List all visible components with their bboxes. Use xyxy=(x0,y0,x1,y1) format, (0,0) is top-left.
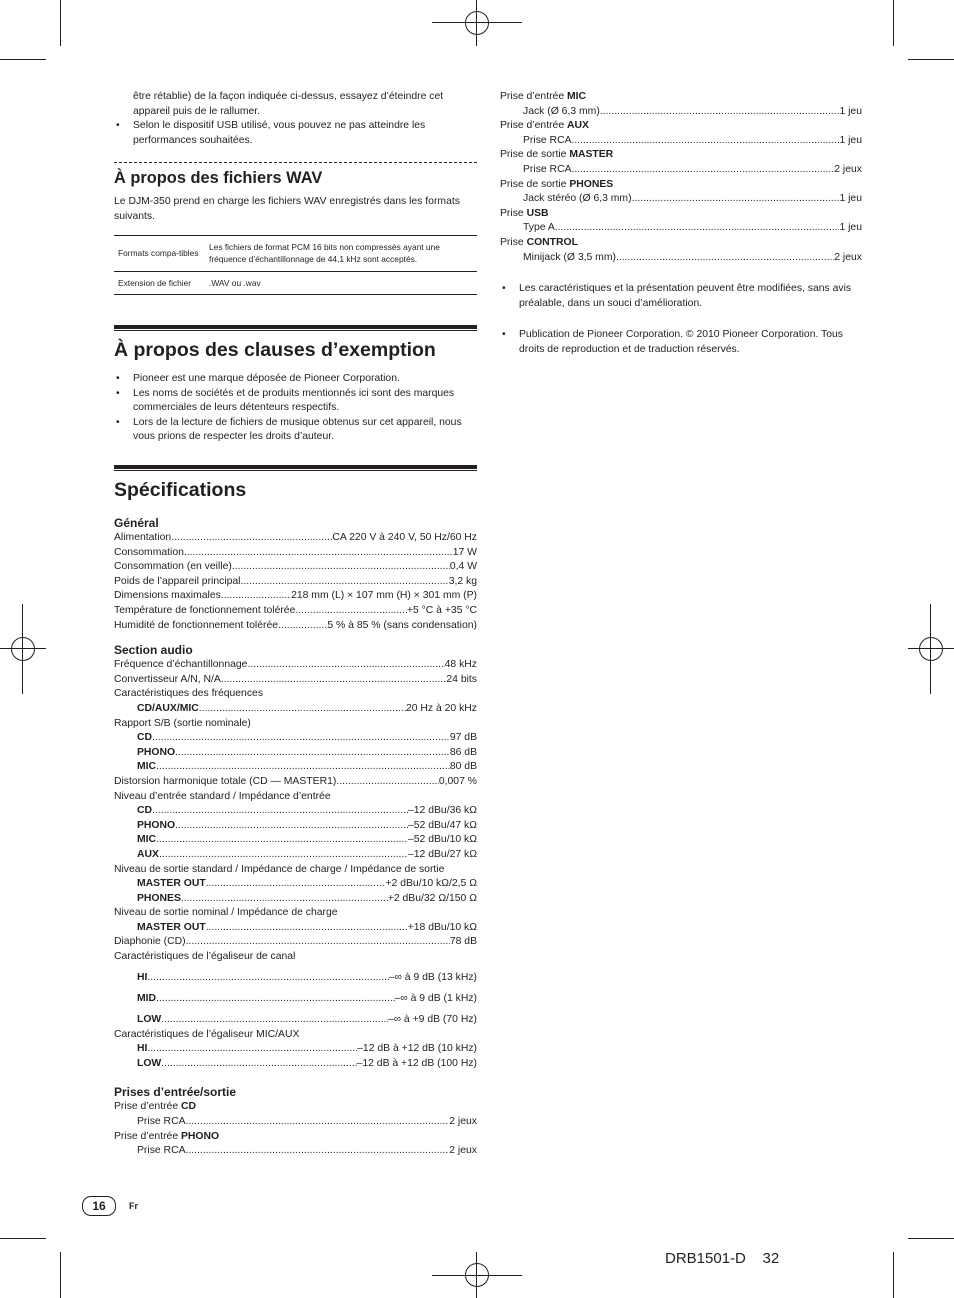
dashed-separator xyxy=(114,162,477,163)
spec-label: Prise d’entrée CD xyxy=(114,1101,197,1113)
spec-row: CD ..... 97 dB xyxy=(114,731,477,746)
spec-row: Prise RCA ..... 1 jeu xyxy=(500,134,862,149)
spec-label: Prise de sortie PHONES xyxy=(500,178,614,190)
bullet-item: • Selon le dispositif USB utilisé, vous pouvez ne pas atteindre les performances souhaitées. xyxy=(114,119,477,148)
spec-row: Jack (Ø 6,3 mm) ..... 1 jeu xyxy=(500,105,862,120)
specs-heading: Spécifications xyxy=(114,479,247,502)
spec-row: PHONES ..... +2 dBu/32 Ω/150 Ω xyxy=(114,892,477,907)
table-cell: Extension de fichier xyxy=(114,271,205,295)
crop-mark xyxy=(893,1252,894,1298)
spec-row: Température de fonctionnement tolérée ..... +5 °C à +35 °C xyxy=(114,604,477,619)
spec-row: Consommation ..... 17 W xyxy=(114,546,477,561)
crop-mark xyxy=(60,0,61,46)
spec-row: Consommation (en veille) ..... 0,4 W xyxy=(114,560,477,575)
spec-row: Dimensions maximales ..... 218 mm (L) × 107 mm (H) × 301 mm (P) xyxy=(114,589,477,604)
wav-heading: À propos des fichiers WAV xyxy=(114,169,323,188)
spec-row: Jack stéréo (Ø 6,3 mm) ..... 1 jeu xyxy=(500,192,862,207)
registration-mark xyxy=(919,637,943,661)
registration-mark xyxy=(11,637,35,661)
note-item: • Publication de Pioneer Corporation. © 2010 Pioneer Corporation. Tous droits de reproduction et de traduction réservés. xyxy=(500,328,862,357)
spec-row: HI ..... –∞ à 9 dB (13 kHz) xyxy=(114,965,477,986)
spec-row: MIC ..... 80 dB xyxy=(114,760,477,775)
spec-label: Caractéristiques des fréquences xyxy=(114,688,264,700)
bullet-item: • Lors de la lecture de fichiers de musique obtenus sur cet appareil, nous vous prions de respecter les droits d’auteur. xyxy=(114,416,477,445)
spec-row: Diaphonie (CD) ..... 78 dB xyxy=(114,935,477,950)
spec-row: Convertisseur A/N, N/A ..... 24 bits xyxy=(114,673,477,688)
io-heading: Prises d’entrée/sortie xyxy=(114,1085,237,1100)
spec-row: Type A ..... 1 jeu xyxy=(500,221,862,236)
spec-row: Prise RCA ..... 2 jeux xyxy=(500,163,862,178)
spec-label: Prise d’entrée PHONO xyxy=(114,1130,220,1142)
wav-format-table xyxy=(114,235,477,296)
document-code: DRB1501-D 32 xyxy=(665,1250,780,1267)
intro-text: être rétablie) de la façon indiquée ci-dessus, essayez d’éteindre cet appareil puis de le rallumer. xyxy=(133,91,444,117)
crop-mark xyxy=(908,1238,954,1239)
crop-mark xyxy=(908,59,954,60)
spec-row: Distorsion harmonique totale (CD — MASTER1) ..... 0,007 % xyxy=(114,775,477,790)
spec-row: HI ..... –12 dB à +12 dB (10 kHz) xyxy=(114,1042,477,1057)
language-code: Fr xyxy=(129,1201,138,1211)
spec-label: Prise USB xyxy=(500,207,549,219)
wav-description: Le DJM-350 prend en charge les fichiers WAV enregistrés dans les formats suivants. xyxy=(114,196,460,222)
page-number: 16 xyxy=(82,1196,116,1216)
section-rule xyxy=(114,465,477,471)
spec-label: Caractéristiques de l’égaliseur MIC/AUX xyxy=(114,1028,300,1040)
spec-row: MIC ..... –52 dBu/10 kΩ xyxy=(114,833,477,848)
bullet-item: • Les noms de sociétés et de produits mentionnés ici sont des marques commerciales de leurs détenteurs respectifs. xyxy=(114,387,477,416)
spec-row: LOW ..... –12 dB à +12 dB (100 Hz) xyxy=(114,1057,477,1072)
spec-row: Humidité de fonctionnement tolérée ..... 5 % à 85 % (sans condensation) xyxy=(114,619,477,634)
table-cell: .WAV ou .wav xyxy=(205,271,477,295)
spec-row: Alimentation ..... CA 220 V à 240 V, 50 Hz/60 Hz xyxy=(114,531,477,546)
spec-row: Poids de l’appareil principal ..... 3,2 kg xyxy=(114,575,477,590)
spec-row: LOW ..... –∞ à +9 dB (70 Hz) xyxy=(114,1007,477,1028)
left-column xyxy=(114,90,477,1159)
section-rule xyxy=(114,325,477,331)
spec-label: Niveau de sortie standard / Impédance de charge / Impédance de sortie xyxy=(114,863,445,875)
crop-mark xyxy=(60,1252,61,1298)
spec-row: Minijack (Ø 3,5 mm) ..... 2 jeux xyxy=(500,251,862,266)
crop-mark xyxy=(0,59,46,60)
spec-label: Niveau de sortie nominal / Impédance de charge xyxy=(114,907,338,919)
spec-row: CD ..... –12 dBu/36 kΩ xyxy=(114,804,477,819)
spec-label: Niveau d’entrée standard / Impédance d’entrée xyxy=(114,790,331,802)
spec-row: MASTER OUT ..... +2 dBu/10 kΩ/2,5 Ω xyxy=(114,877,477,892)
registration-mark xyxy=(465,1263,489,1287)
registration-mark xyxy=(465,11,489,35)
table-row xyxy=(114,271,477,295)
spec-row: PHONO ..... 86 dB xyxy=(114,746,477,761)
exemption-heading: À propos des clauses d’exemption xyxy=(114,339,436,362)
spec-row: Fréquence d’échantillonnage ..... 48 kHz xyxy=(114,658,477,673)
crop-mark xyxy=(0,1238,46,1239)
general-heading: Général xyxy=(114,516,159,531)
spec-label: Caractéristiques de l’égaliseur de canal xyxy=(114,951,296,963)
spec-row: Prise RCA ..... 2 jeux xyxy=(114,1144,477,1159)
right-column xyxy=(500,90,862,358)
table-cell: Les fichiers de format PCM 16 bits non compressés ayant une fréquence d’échantillonnage de 44,1 kHz sont acceptés. xyxy=(205,235,477,271)
note-item: • Les caractéristiques et la présentation peuvent être modifiées, sans avis préalable, dans un souci d’amélioration. xyxy=(500,282,862,311)
spec-row: CD/AUX/MIC ..... 20 Hz à 20 kHz xyxy=(114,702,477,717)
spec-row: Prise RCA ..... 2 jeux xyxy=(114,1115,477,1130)
audio-heading: Section audio xyxy=(114,643,193,658)
spec-label: Prise d’entrée AUX xyxy=(500,120,589,132)
table-cell: Formats compa-tibles xyxy=(114,235,205,271)
spec-row: MASTER OUT ..... +18 dBu/10 kΩ xyxy=(114,921,477,936)
bullet-item: • Pioneer est une marque déposée de Pioneer Corporation. xyxy=(114,372,477,387)
crop-mark xyxy=(893,0,894,46)
spec-label: Prise de sortie MASTER xyxy=(500,149,614,161)
spec-row: PHONO ..... –52 dBu/47 kΩ xyxy=(114,819,477,834)
spec-label: Prise CONTROL xyxy=(500,236,578,248)
spec-row: MID ..... –∞ à 9 dB (1 kHz) xyxy=(114,986,477,1007)
spec-row: AUX ..... –12 dBu/27 kΩ xyxy=(114,848,477,863)
spec-label: Rapport S/B (sortie nominale) xyxy=(114,717,251,729)
table-row xyxy=(114,235,477,271)
spec-label: Prise d’entrée MIC xyxy=(500,91,587,102)
